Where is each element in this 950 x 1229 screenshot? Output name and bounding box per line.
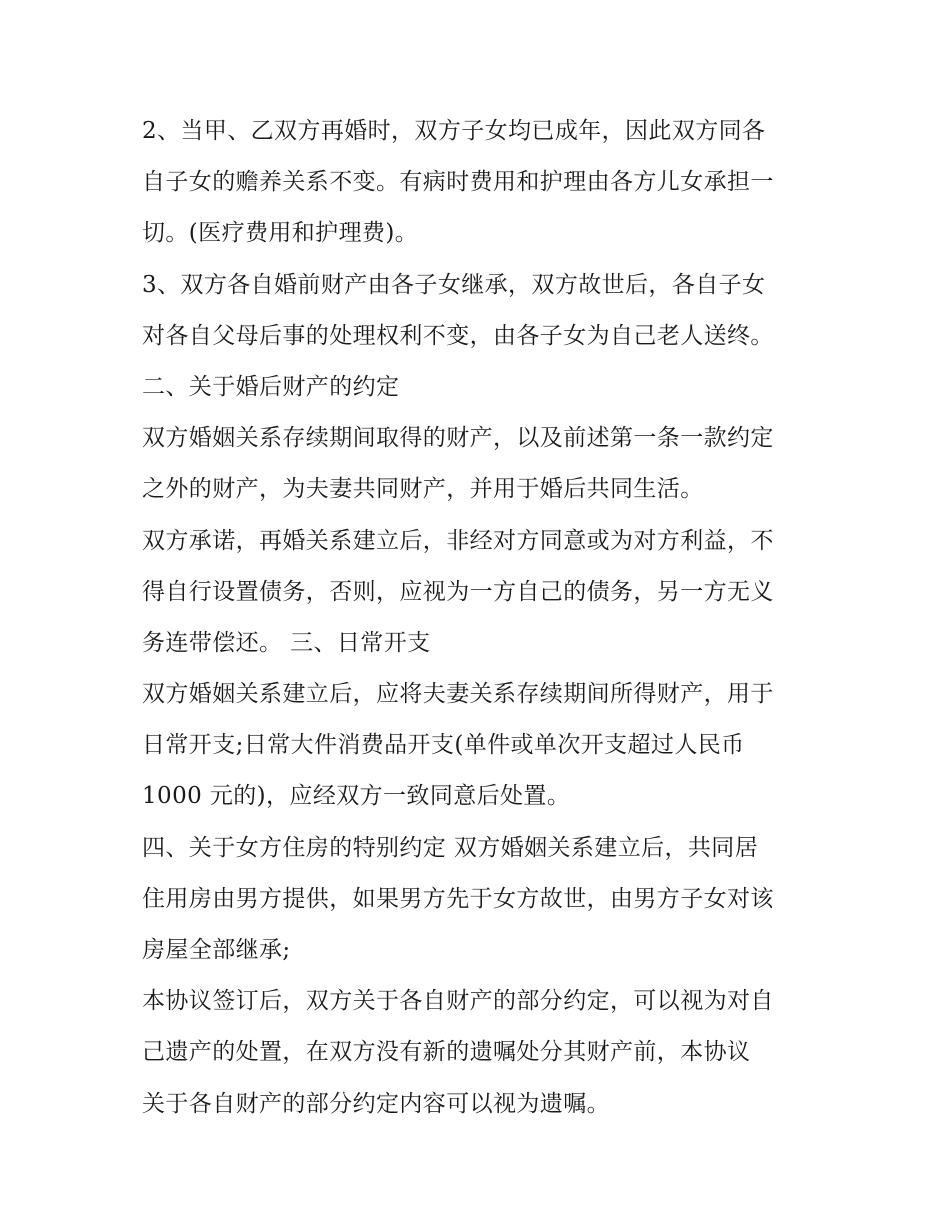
text-line: 日常开支;日常大件消费品开支(单件或单次开支超过人民币 (142, 732, 745, 759)
text-line: 之外的财产，为夫妻共同财产，并用于婚后共同生活。 (142, 476, 704, 503)
text-line: 切。(医疗费用和护理费)。 (142, 220, 419, 247)
text-line: 对各自父母后事的处理权利不变，由各子女为自己老人送终。 (142, 322, 774, 349)
text-line: 务连带偿还。 三、日常开支 (142, 629, 431, 656)
text-line: 本协议签订后，双方关于各自财产的部分约定，可以视为对自 (142, 988, 774, 1015)
text-line: 关于各自财产的部分约定内容可以视为遗嘱。 (142, 1090, 610, 1117)
text-line: 双方承诺，再婚关系建立后，非经对方同意或为对方利益，不 (142, 527, 774, 554)
text-line: 双方婚姻关系存续期间取得的财产，以及前述第一条一款约定 (142, 425, 774, 452)
text-line: 1000 元的)，应经双方一致同意后处置。 (142, 783, 571, 810)
section-heading: 二、关于婚后财产的约定 (142, 373, 400, 400)
text-line: 住用房由男方提供，如果男方先于女方故世，由男方子女对该 (142, 885, 774, 912)
text-line: 四、关于女方住房的特别约定 双方婚姻关系建立后，共同居 (142, 834, 759, 861)
text-line: 自子女的赡养关系不变。有病时费用和护理由各方儿女承担一 (142, 169, 774, 196)
text-line: 得自行设置债务，否则，应视为一方自己的债务，另一方无义 (142, 578, 774, 605)
text-line: 己遗产的处置，在双方没有新的遗嘱处分其财产前，本协议 (142, 1039, 751, 1066)
text-line: 3、双方各自婚前财产由各子女继承，双方故世后，各自子女 (142, 271, 766, 298)
text-line: 2、当甲、乙双方再婚时，双方子女均已成年，因此双方同各 (142, 118, 766, 144)
text-line: 房屋全部继承; (142, 937, 291, 963)
document-body (142, 106, 832, 1130)
text-line: 双方婚姻关系建立后，应将夫妻关系存续期间所得财产，用于 (142, 681, 774, 708)
